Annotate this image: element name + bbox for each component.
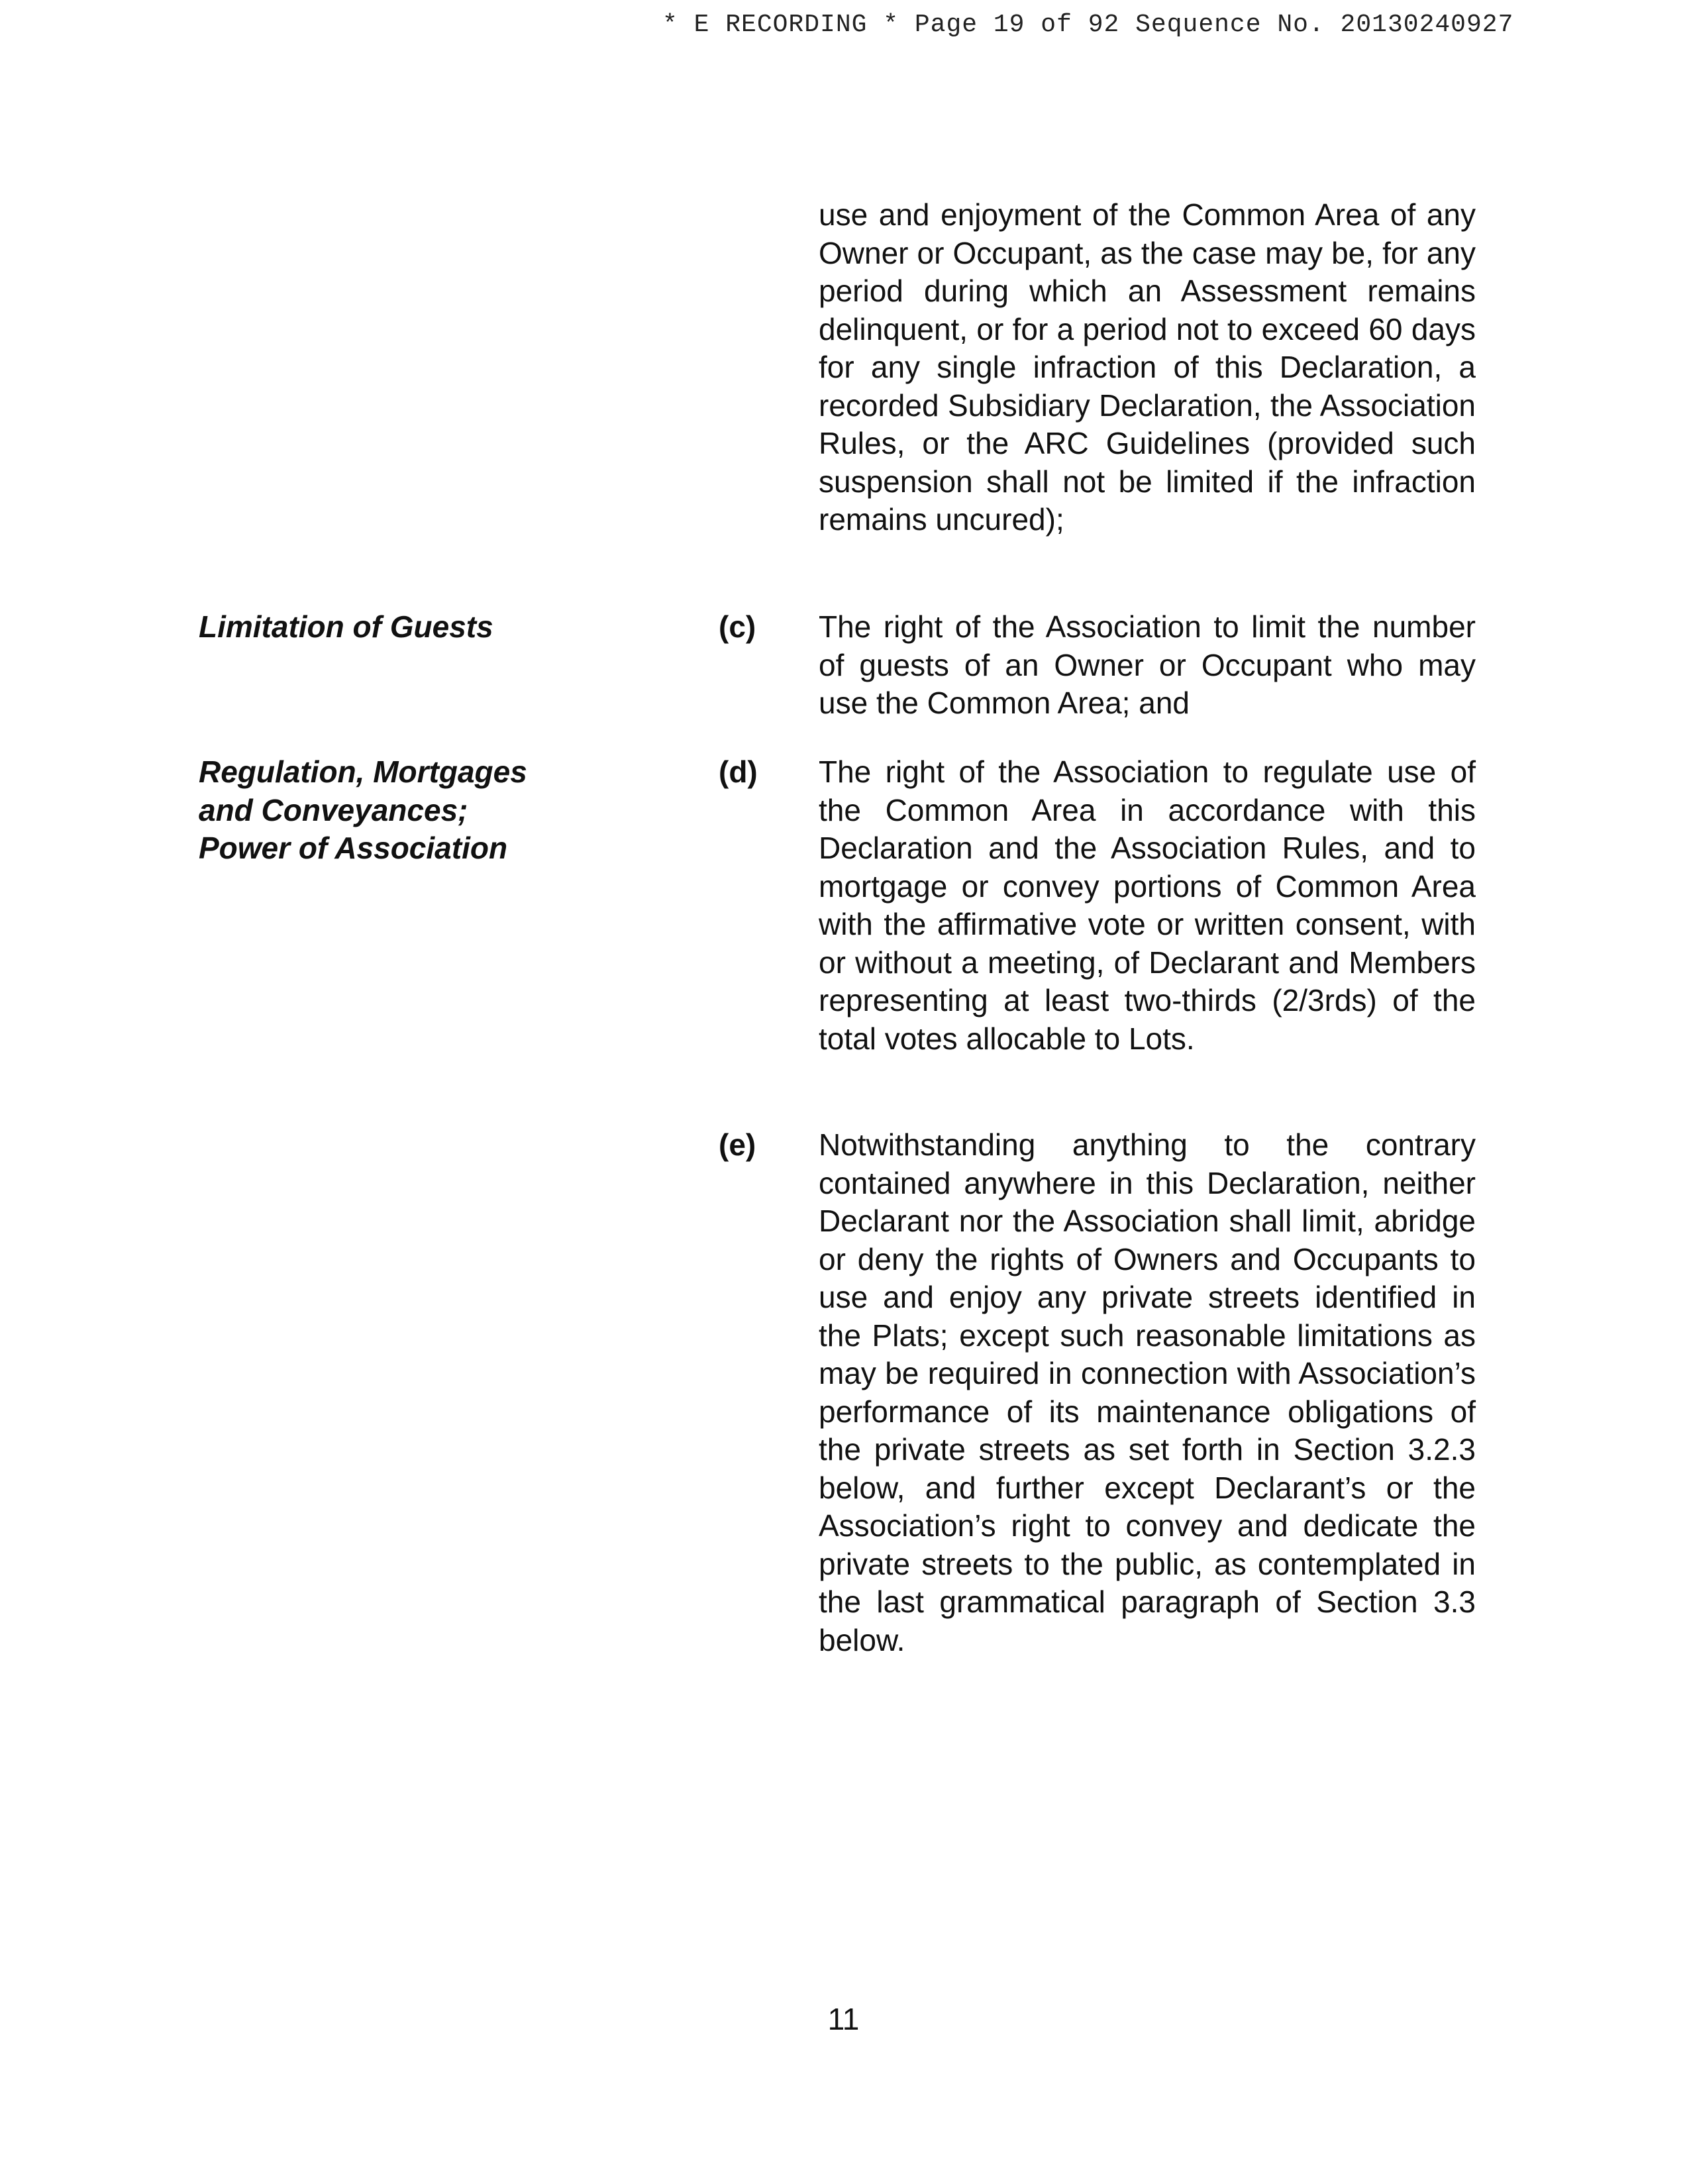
section-marker-c: (c) <box>719 609 756 644</box>
side-heading-limitation-of-guests <box>199 608 609 647</box>
section-marker-e: (e) <box>719 1127 756 1162</box>
section-paragraph-c: The right of the Association to limit the number of guests of an Owner or Occupant who may use the Common Area; and <box>819 609 1476 720</box>
side-heading-line: and Conveyances; <box>199 792 468 827</box>
page-number: 11 <box>827 2002 860 2036</box>
section-paragraph-d: The right of the Association to regulate use of the Common Area in accordance with this Declaration and the Association Rules, and to mortgage or convey portions of Common Area with the affirmative vote or written consent, with or without a meeting, of Declarant and Members representing at least two-thirds (2/3rds) of the total votes allocable to Lots. <box>819 754 1476 1056</box>
side-heading-line: Power of Association <box>199 831 508 865</box>
side-heading-line: Limitation of Guests <box>199 609 493 644</box>
continuation-paragraph: use and enjoyment of the Common Area of any Owner or Occupant, as the case may be, for any period during which an Assessment remains delinquent, or for a period not to exceed 60 days for any single infraction of this Declaration, a recorded Subsidiary Declaration, the Association Rules, or the ARC Guidelines (provided such suspension shall not be limited if the infraction remains uncured); <box>819 197 1476 537</box>
section-marker-d: (d) <box>719 754 758 789</box>
recording-header: * E RECORDING * Page 19 of 92 Sequence No. 20130240927 <box>662 11 1514 39</box>
side-heading-line: Regulation, Mortgages <box>199 754 527 789</box>
section-paragraph-e: Notwithstanding anything to the contrary contained anywhere in this Declaration, neither Declarant nor the Association shall limit, abridge or deny the rights of Owners and Occupants to use and enjoy any private streets identified in the Plats; except such reasonable limitations as may be required in connection with Association’s performance of its maintenance obligations of the private streets as set forth in Section 3.2.3 below, and further except Declarant’s or the Association’s right to convey and dedicate the private streets to the public, as contemplated in the last grammatical paragraph of Section 3.3 below. <box>819 1127 1476 1657</box>
side-heading-regulation-mortgages <box>199 753 609 868</box>
